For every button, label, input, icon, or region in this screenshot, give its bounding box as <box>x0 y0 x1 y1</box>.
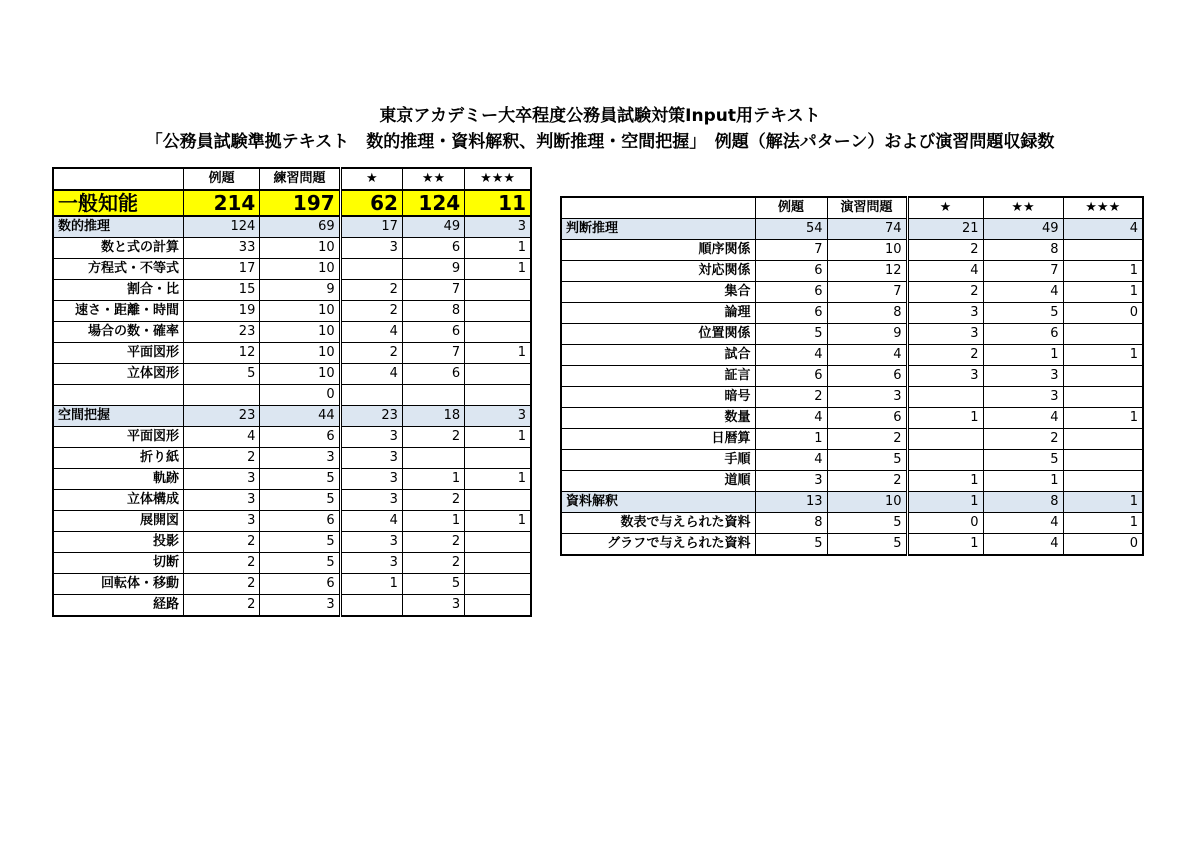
cell-star3: 3 <box>465 216 531 238</box>
cell-star2: 1 <box>402 469 464 490</box>
cell-exercises: 69 <box>260 216 340 238</box>
header-star2: ★★ <box>983 197 1063 219</box>
cell-examples: 17 <box>184 259 260 280</box>
cell-label: 切断 <box>53 553 184 574</box>
cell-star1: 3 <box>907 303 983 324</box>
header-star1: ★ <box>340 168 402 190</box>
cell-label: 暗号 <box>561 387 755 408</box>
cell-label: 論理 <box>561 303 755 324</box>
cell-examples: 3 <box>184 490 260 511</box>
cell-star3: 1 <box>465 427 531 448</box>
cell-label: 平面図形 <box>53 343 184 364</box>
cell-star1 <box>340 259 402 280</box>
cell-star3: 1 <box>465 469 531 490</box>
table-row <box>561 429 1143 450</box>
table-row <box>53 364 531 385</box>
cell-star2: 7 <box>402 280 464 301</box>
cell-star3 <box>1063 387 1143 408</box>
cell-exercises: 5 <box>260 490 340 511</box>
cell-label: 展開図 <box>53 511 184 532</box>
table-row <box>561 471 1143 492</box>
section-row <box>561 219 1143 240</box>
cell-examples: 19 <box>184 301 260 322</box>
cell-examples: 15 <box>184 280 260 301</box>
cell-star3 <box>465 532 531 553</box>
cell-star2: 4 <box>983 282 1063 303</box>
cell-exercises: 2 <box>827 471 907 492</box>
cell-label: 軌跡 <box>53 469 184 490</box>
cell-star3: 1 <box>465 238 531 259</box>
cell-star1: 3 <box>907 366 983 387</box>
cell-label: 数量 <box>561 408 755 429</box>
cell-star1: 3 <box>340 469 402 490</box>
table-row <box>561 240 1143 261</box>
cell-star3: 1 <box>1063 345 1143 366</box>
cell-examples: 4 <box>755 450 827 471</box>
cell-label: 試合 <box>561 345 755 366</box>
cell-examples: 2 <box>184 574 260 595</box>
cell-examples: 23 <box>184 322 260 343</box>
left-count-table <box>52 167 532 617</box>
cell-label: 集合 <box>561 282 755 303</box>
general-label: 一般知能 <box>53 190 184 216</box>
general-examples: 214 <box>184 190 260 216</box>
cell-label: 回転体・移動 <box>53 574 184 595</box>
cell-examples: 8 <box>755 513 827 534</box>
cell-exercises: 7 <box>827 282 907 303</box>
cell-exercises: 10 <box>260 364 340 385</box>
cell-star2 <box>402 385 464 406</box>
cell-star3: 1 <box>1063 261 1143 282</box>
cell-star1: 4 <box>340 511 402 532</box>
cell-exercises: 10 <box>827 492 907 513</box>
cell-label: 位置関係 <box>561 324 755 345</box>
header-exercises: 演習問題 <box>827 197 907 219</box>
cell-star3: 3 <box>465 406 531 427</box>
cell-star2: 1 <box>983 345 1063 366</box>
cell-star3: 0 <box>1063 303 1143 324</box>
cell-star1: 2 <box>907 345 983 366</box>
cell-star1: 3 <box>340 490 402 511</box>
cell-star2: 8 <box>983 492 1063 513</box>
cell-star3 <box>465 280 531 301</box>
table-row <box>561 282 1143 303</box>
cell-star1 <box>907 429 983 450</box>
cell-exercises: 5 <box>260 469 340 490</box>
table-row <box>561 387 1143 408</box>
cell-exercises: 6 <box>260 574 340 595</box>
cell-exercises: 12 <box>827 261 907 282</box>
cell-examples: 4 <box>755 408 827 429</box>
cell-label: 方程式・不等式 <box>53 259 184 280</box>
cell-star1: 1 <box>907 492 983 513</box>
table-row <box>561 303 1143 324</box>
cell-star1: 3 <box>340 448 402 469</box>
table-row <box>561 345 1143 366</box>
cell-star2: 2 <box>402 427 464 448</box>
cell-examples: 124 <box>184 216 260 238</box>
table-row <box>561 513 1143 534</box>
cell-examples: 6 <box>755 261 827 282</box>
cell-exercises: 5 <box>827 450 907 471</box>
cell-star1: 21 <box>907 219 983 240</box>
cell-examples: 2 <box>755 387 827 408</box>
cell-examples: 23 <box>184 406 260 427</box>
cell-star1 <box>907 450 983 471</box>
cell-star1: 1 <box>907 408 983 429</box>
cell-star2: 6 <box>402 322 464 343</box>
cell-label: 対応関係 <box>561 261 755 282</box>
cell-star3 <box>1063 240 1143 261</box>
cell-star2: 6 <box>402 364 464 385</box>
general-total-row <box>53 190 531 216</box>
cell-star3 <box>465 553 531 574</box>
cell-examples: 3 <box>755 471 827 492</box>
cell-star1: 2 <box>340 343 402 364</box>
cell-star1: 2 <box>907 240 983 261</box>
cell-exercises: 10 <box>260 322 340 343</box>
cell-examples: 5 <box>755 534 827 556</box>
cell-label: 速さ・距離・時間 <box>53 301 184 322</box>
cell-star3: 1 <box>1063 408 1143 429</box>
table-row <box>53 322 531 343</box>
cell-star2: 5 <box>983 450 1063 471</box>
cell-exercises: 3 <box>260 448 340 469</box>
cell-star2: 9 <box>402 259 464 280</box>
cell-star1: 1 <box>907 534 983 556</box>
cell-star1: 2 <box>340 280 402 301</box>
table-row <box>53 427 531 448</box>
general-star3: 11 <box>465 190 531 216</box>
cell-star2: 2 <box>402 490 464 511</box>
cell-star2: 49 <box>983 219 1063 240</box>
cell-star3 <box>465 385 531 406</box>
cell-exercises: 6 <box>827 408 907 429</box>
cell-exercises: 44 <box>260 406 340 427</box>
cell-label: 資料解釈 <box>561 492 755 513</box>
cell-label: 道順 <box>561 471 755 492</box>
cell-exercises: 10 <box>260 301 340 322</box>
cell-star2 <box>402 448 464 469</box>
general-star2: 124 <box>402 190 464 216</box>
table-row <box>53 280 531 301</box>
cell-examples: 6 <box>755 303 827 324</box>
header-exercises: 練習問題 <box>260 168 340 190</box>
table-row <box>561 450 1143 471</box>
cell-exercises: 0 <box>260 385 340 406</box>
header-examples: 例題 <box>755 197 827 219</box>
cell-star3: 4 <box>1063 219 1143 240</box>
cell-star2: 4 <box>983 513 1063 534</box>
cell-star3 <box>465 595 531 617</box>
cell-label: 投影 <box>53 532 184 553</box>
cell-label: 場合の数・確率 <box>53 322 184 343</box>
cell-star3 <box>465 301 531 322</box>
cell-star2: 5 <box>983 303 1063 324</box>
cell-examples: 12 <box>184 343 260 364</box>
cell-exercises: 8 <box>827 303 907 324</box>
cell-star2: 5 <box>402 574 464 595</box>
cell-star1: 4 <box>907 261 983 282</box>
cell-star2: 3 <box>983 366 1063 387</box>
cell-exercises: 6 <box>260 511 340 532</box>
table-row <box>53 595 531 617</box>
table-row <box>561 261 1143 282</box>
cell-exercises: 74 <box>827 219 907 240</box>
table-row <box>53 490 531 511</box>
cell-star3: 1 <box>1063 282 1143 303</box>
cell-star2: 7 <box>402 343 464 364</box>
cell-exercises: 3 <box>827 387 907 408</box>
cell-star1: 17 <box>340 216 402 238</box>
cell-star3 <box>465 574 531 595</box>
cell-star3 <box>1063 366 1143 387</box>
cell-label: 数表で与えられた資料 <box>561 513 755 534</box>
cell-exercises: 5 <box>827 513 907 534</box>
cell-examples: 33 <box>184 238 260 259</box>
table-row <box>53 511 531 532</box>
cell-label: 立体構成 <box>53 490 184 511</box>
cell-examples: 6 <box>755 366 827 387</box>
table-row <box>561 534 1143 556</box>
cell-exercises: 2 <box>827 429 907 450</box>
cell-examples: 3 <box>184 469 260 490</box>
cell-star3: 1 <box>465 259 531 280</box>
header-star2: ★★ <box>402 168 464 190</box>
cell-star3 <box>1063 450 1143 471</box>
page-subtitle: 「公務員試験準拠テキスト 数的推理・資料解釈、判断推理・空間把握」 例題（解法パターン）および演習問題収録数 <box>145 132 1055 152</box>
cell-examples: 7 <box>755 240 827 261</box>
cell-label: 平面図形 <box>53 427 184 448</box>
cell-examples: 2 <box>184 532 260 553</box>
cell-label: 数的推理 <box>53 216 184 238</box>
cell-examples: 4 <box>184 427 260 448</box>
cell-examples: 6 <box>755 282 827 303</box>
cell-exercises: 9 <box>827 324 907 345</box>
cell-examples: 2 <box>184 448 260 469</box>
section-row <box>53 406 531 427</box>
cell-star1: 4 <box>340 364 402 385</box>
cell-star2: 1 <box>983 471 1063 492</box>
cell-star2: 49 <box>402 216 464 238</box>
section-row <box>53 216 531 238</box>
cell-label: 数と式の計算 <box>53 238 184 259</box>
cell-star3 <box>465 364 531 385</box>
cell-label: 日暦算 <box>561 429 755 450</box>
header-examples: 例題 <box>184 168 260 190</box>
cell-star3: 0 <box>1063 534 1143 556</box>
cell-label: グラフで与えられた資料 <box>561 534 755 556</box>
cell-exercises: 9 <box>260 280 340 301</box>
cell-exercises: 3 <box>260 595 340 617</box>
cell-examples: 1 <box>755 429 827 450</box>
section-row <box>561 492 1143 513</box>
cell-examples: 54 <box>755 219 827 240</box>
header-row <box>561 197 1143 219</box>
cell-star3 <box>465 322 531 343</box>
cell-examples: 5 <box>184 364 260 385</box>
cell-star2: 4 <box>983 408 1063 429</box>
table-row <box>53 469 531 490</box>
cell-star3 <box>465 448 531 469</box>
cell-star2: 3 <box>983 387 1063 408</box>
cell-star3: 1 <box>1063 492 1143 513</box>
cell-exercises: 10 <box>260 343 340 364</box>
cell-star2: 8 <box>983 240 1063 261</box>
cell-label: 手順 <box>561 450 755 471</box>
cell-star1 <box>907 387 983 408</box>
cell-exercises: 4 <box>827 345 907 366</box>
cell-examples <box>184 385 260 406</box>
cell-star2: 2 <box>402 553 464 574</box>
table-row <box>561 408 1143 429</box>
cell-label: 経路 <box>53 595 184 617</box>
cell-exercises: 5 <box>827 534 907 556</box>
cell-star1: 3 <box>340 238 402 259</box>
cell-label: 立体図形 <box>53 364 184 385</box>
cell-star1: 23 <box>340 406 402 427</box>
cell-label <box>53 385 184 406</box>
cell-exercises: 10 <box>260 259 340 280</box>
cell-star2: 4 <box>983 534 1063 556</box>
header-label <box>53 168 184 190</box>
cell-star3 <box>1063 429 1143 450</box>
cell-star2: 18 <box>402 406 464 427</box>
cell-star1: 3 <box>340 532 402 553</box>
cell-star3 <box>1063 324 1143 345</box>
cell-label: 判断推理 <box>561 219 755 240</box>
cell-star1: 0 <box>907 513 983 534</box>
cell-exercises: 10 <box>260 238 340 259</box>
cell-examples: 4 <box>755 345 827 366</box>
cell-examples: 2 <box>184 553 260 574</box>
cell-star2: 6 <box>983 324 1063 345</box>
cell-exercises: 10 <box>827 240 907 261</box>
cell-examples: 3 <box>184 511 260 532</box>
cell-star2: 3 <box>402 595 464 617</box>
cell-star1: 2 <box>907 282 983 303</box>
cell-star1 <box>340 385 402 406</box>
cell-star2: 7 <box>983 261 1063 282</box>
right-count-table <box>560 196 1144 556</box>
general-exercises: 197 <box>260 190 340 216</box>
general-star1: 62 <box>340 190 402 216</box>
cell-star3 <box>1063 471 1143 492</box>
table-row <box>53 532 531 553</box>
cell-star1: 3 <box>907 324 983 345</box>
cell-exercises: 5 <box>260 553 340 574</box>
header-star3: ★★★ <box>465 168 531 190</box>
cell-label: 空間把握 <box>53 406 184 427</box>
header-label <box>561 197 755 219</box>
table-row <box>53 448 531 469</box>
table-row <box>53 385 531 406</box>
cell-examples: 2 <box>184 595 260 617</box>
table-row <box>561 324 1143 345</box>
header-star3: ★★★ <box>1063 197 1143 219</box>
cell-examples: 5 <box>755 324 827 345</box>
table-row <box>53 259 531 280</box>
cell-exercises: 5 <box>260 532 340 553</box>
table-row <box>53 574 531 595</box>
cell-star1: 4 <box>340 322 402 343</box>
header-star1: ★ <box>907 197 983 219</box>
cell-star3: 1 <box>1063 513 1143 534</box>
cell-star1: 3 <box>340 553 402 574</box>
cell-star2: 1 <box>402 511 464 532</box>
cell-star1: 2 <box>340 301 402 322</box>
table-row <box>53 343 531 364</box>
header-row <box>53 168 531 190</box>
cell-star3: 1 <box>465 343 531 364</box>
cell-star1 <box>340 595 402 617</box>
table-row <box>53 553 531 574</box>
table-row <box>561 366 1143 387</box>
table-row <box>53 238 531 259</box>
cell-star1: 3 <box>340 427 402 448</box>
page-title: 東京アカデミー大卒程度公務員試験対策Input用テキスト <box>379 106 821 126</box>
cell-label: 折り紙 <box>53 448 184 469</box>
cell-exercises: 6 <box>827 366 907 387</box>
cell-star1: 1 <box>340 574 402 595</box>
cell-star2: 6 <box>402 238 464 259</box>
cell-examples: 13 <box>755 492 827 513</box>
cell-star3: 1 <box>465 511 531 532</box>
table-row <box>53 301 531 322</box>
cell-star3 <box>465 490 531 511</box>
cell-label: 証言 <box>561 366 755 387</box>
cell-label: 割合・比 <box>53 280 184 301</box>
cell-star2: 8 <box>402 301 464 322</box>
cell-star2: 2 <box>983 429 1063 450</box>
cell-star1: 1 <box>907 471 983 492</box>
cell-star2: 2 <box>402 532 464 553</box>
cell-exercises: 6 <box>260 427 340 448</box>
cell-label: 順序関係 <box>561 240 755 261</box>
